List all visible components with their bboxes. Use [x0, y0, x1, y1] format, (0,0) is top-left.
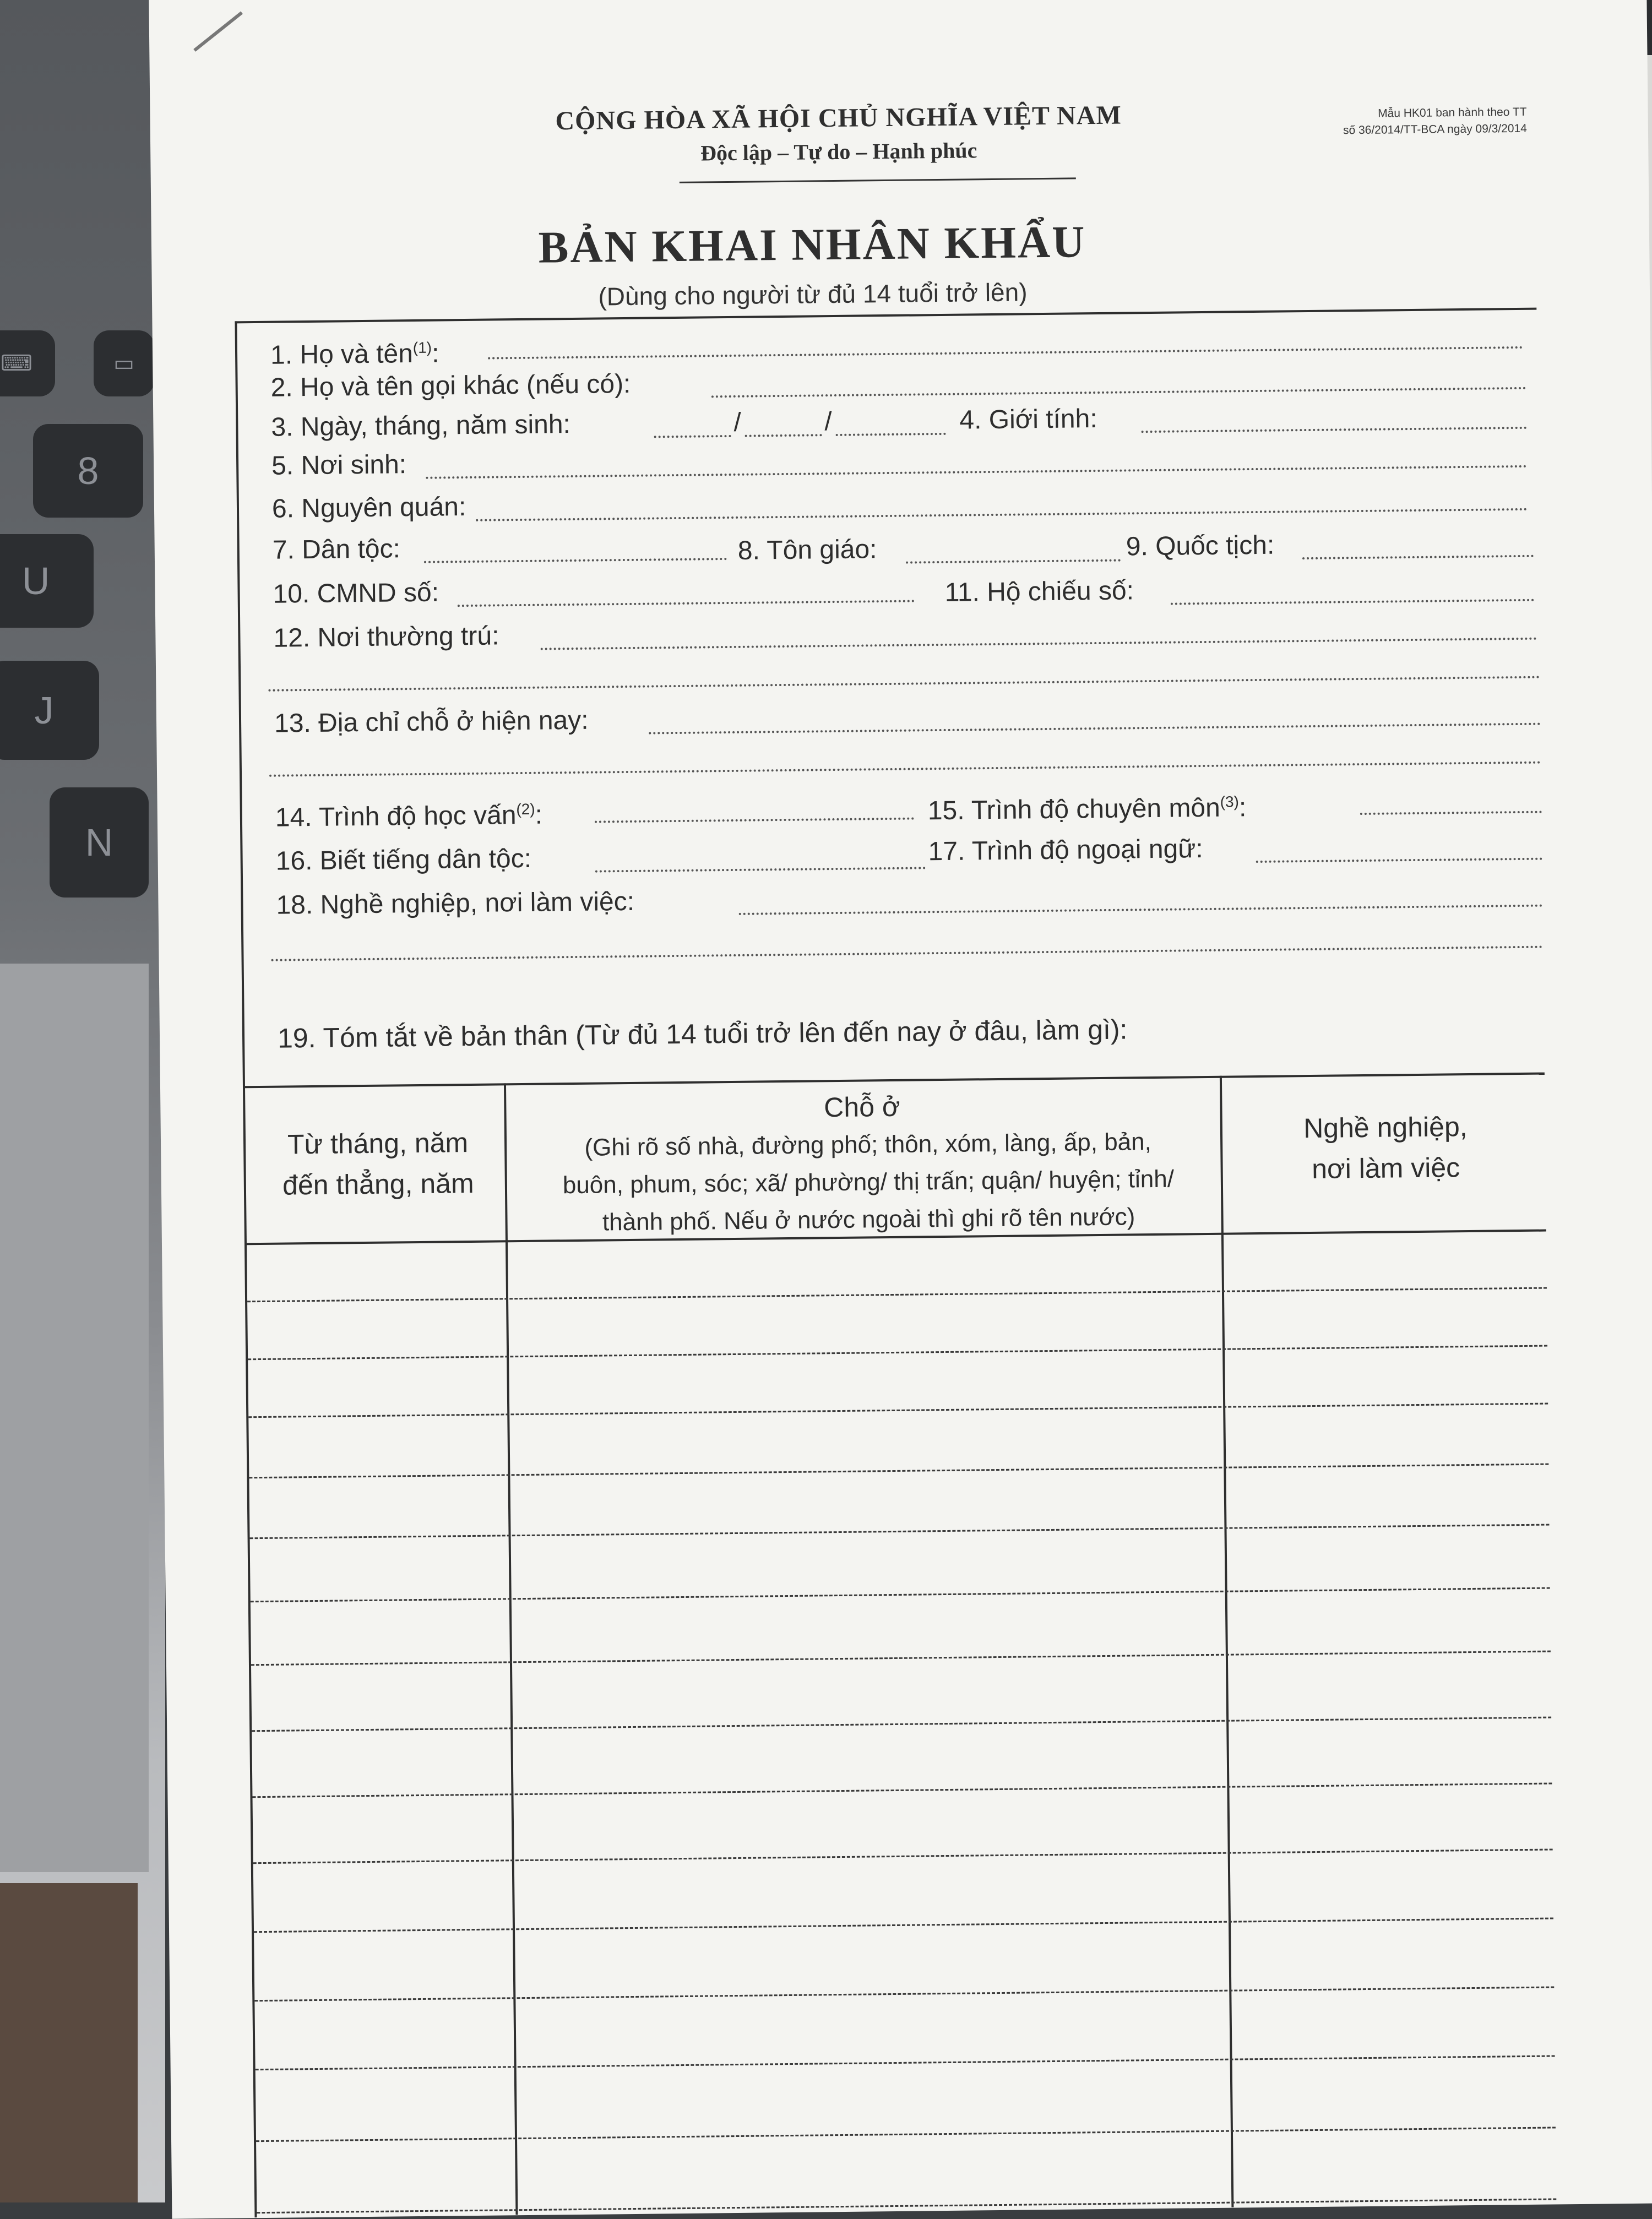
field-dob-label: 3. Ngày, tháng, năm sinh:	[271, 410, 571, 442]
field-dob-day-input[interactable]	[654, 435, 731, 438]
national-motto: Độc lập – Tự do – Hạnh phúc	[700, 138, 977, 166]
table-row[interactable]	[251, 1587, 1550, 1603]
form-title: BẢN KHAI NHÂN KHẨU	[538, 216, 1086, 273]
header-period-line-2: đến thẳng, năm	[282, 1167, 474, 1201]
table-row[interactable]	[256, 2055, 1555, 2070]
keyboard-key-n: N	[50, 787, 149, 898]
field-current-address-input-line-2[interactable]	[269, 762, 1541, 777]
form-box	[235, 308, 1556, 2218]
field-occupation-input-line-2[interactable]	[271, 946, 1544, 961]
header-occupation-line-2: nơi làm việc	[1311, 1152, 1460, 1184]
table-header-residence-title: Chỗ ở	[823, 1091, 900, 1123]
field-occupation-input[interactable]	[739, 905, 1543, 915]
field-id-card-label: 10. CMND số:	[273, 578, 439, 609]
field-nationality-label: 9. Quốc tịch:	[1126, 530, 1275, 562]
field-education-label: 14. Trình độ học vấn$^{(2)}$:	[275, 800, 543, 833]
header-occupation-line-1: Nghề nghiệp,	[1303, 1111, 1468, 1144]
field-full-name-label: 1. Họ và tên$^{(1)}$:	[270, 339, 439, 370]
field-education-input[interactable]	[595, 818, 914, 823]
field-other-name-input[interactable]	[711, 387, 1526, 398]
form-code-line-2: số 36/2014/TT-BCA ngày 09/3/2014	[1343, 122, 1528, 137]
keyboard-key-j: J	[0, 661, 99, 760]
table-row[interactable]	[254, 1986, 1554, 2002]
keyboard-key-u: U	[0, 534, 94, 628]
field-current-address-label: 13. Địa chỉ chỗ ở hiện nay:	[274, 705, 589, 738]
field-permanent-residence-input-line-2[interactable]	[268, 676, 1540, 692]
field-religion-label: 8. Tôn giáo:	[737, 535, 877, 565]
table-row[interactable]	[249, 1464, 1548, 1479]
form-code	[1240, 104, 1527, 140]
keyboard-key-fn: ⌨	[0, 330, 55, 396]
table-column-divider-2	[1220, 1076, 1234, 2207]
header-residence-line-1: (Ghi rõ số nhà, đường phố; thôn, xóm, làng, ấp, bản,	[584, 1128, 1152, 1161]
motto-underline	[680, 177, 1076, 183]
dob-separator-1: /	[733, 407, 742, 437]
table-row[interactable]	[252, 1782, 1552, 1798]
field-permanent-residence-input[interactable]	[541, 638, 1537, 650]
table-row[interactable]	[256, 2126, 1556, 2142]
field-ethnic-language-label: 16. Biết tiếng dân tộc:	[275, 844, 532, 876]
table-row[interactable]	[257, 2198, 1556, 2213]
field-id-card-input[interactable]	[458, 600, 915, 607]
desk-surface	[0, 1883, 138, 2202]
field-birthplace-input[interactable]	[426, 465, 1527, 479]
field-ethnicity-label: 7. Dân tộc:	[272, 534, 401, 565]
field-foreign-language-input[interactable]	[1256, 858, 1542, 863]
table-row[interactable]	[248, 1345, 1547, 1361]
table-row[interactable]	[248, 1403, 1548, 1418]
field-full-name-input[interactable]	[488, 346, 1523, 360]
table-row[interactable]	[254, 1917, 1553, 1933]
table-row[interactable]	[253, 1848, 1553, 1864]
header-residence-line-2: buôn, phum, sóc; xã/ phường/ thị trấn; quận/ huyện; tỉnh/	[562, 1165, 1175, 1199]
form-code-line-1: Mẫu HK01 ban hành theo TT	[1378, 105, 1527, 120]
field-hometown-input[interactable]	[476, 508, 1528, 521]
field-occupation-label: 18. Nghề nghiệp, nơi làm việc:	[276, 886, 635, 920]
field-passport-input[interactable]	[1171, 599, 1534, 605]
field-nationality-input[interactable]	[1302, 555, 1534, 559]
table-row[interactable]	[251, 1651, 1551, 1666]
field-ethnic-language-input[interactable]	[595, 867, 926, 872]
table-header-period	[251, 1122, 506, 1206]
field-current-address-input[interactable]	[649, 723, 1541, 735]
table-row[interactable]	[252, 1717, 1551, 1732]
field-birthplace-label: 5. Nơi sinh:	[271, 450, 407, 481]
field-hometown-label: 6. Nguyên quán:	[271, 492, 466, 524]
pen-mark	[193, 12, 243, 52]
header-period-line-1: Từ tháng, năm	[287, 1127, 469, 1160]
table-row[interactable]	[250, 1524, 1550, 1540]
keyboard-key-8: 8	[33, 424, 143, 518]
field-passport-label: 11. Hộ chiếu số:	[944, 576, 1134, 607]
field-ethnicity-input[interactable]	[424, 558, 727, 563]
field-qualification-input[interactable]	[1360, 811, 1542, 815]
form-subtitle: (Dùng cho người từ đủ 14 tuổi trở lên)	[598, 278, 1028, 311]
table-header-occupation	[1226, 1106, 1546, 1190]
table-top-border	[245, 1073, 1545, 1089]
table-column-divider-1	[504, 1083, 518, 2215]
field-other-name-label: 2. Họ và tên gọi khác (nếu có):	[270, 369, 631, 403]
header-residence-line-3: thành phố. Nếu ở nước ngoài thì ghi rõ tên nước)	[602, 1203, 1135, 1236]
field-dob-month-input[interactable]	[745, 434, 822, 437]
table-header-residence	[521, 1123, 1216, 1242]
country-name: CỘNG HÒA XÃ HỘI CHỦ NGHĨA VIỆT NAM	[555, 100, 1122, 136]
field-religion-input[interactable]	[906, 559, 1121, 564]
field-permanent-residence-label: 12. Nơi thường trú:	[273, 621, 499, 653]
dob-separator-2: /	[824, 407, 833, 437]
table-row[interactable]	[247, 1287, 1547, 1303]
field-qualification-label: 15. Trình độ chuyên môn$^{(3)}$:	[927, 793, 1247, 826]
monitor-stand	[0, 964, 149, 1872]
field-gender-input[interactable]	[1142, 427, 1527, 433]
field-dob-year-input[interactable]	[836, 433, 946, 436]
form-paper	[149, 0, 1652, 2219]
field-gender-label: 4. Giới tính:	[959, 404, 1097, 435]
field-foreign-language-label: 17. Trình độ ngoại ngữ:	[928, 834, 1203, 867]
keyboard-key-fn2: ▭	[94, 330, 154, 396]
field-biography-label: 19. Tóm tắt về bản thân (Từ đủ 14 tuổi trở lên đến nay ở đâu, làm gì):	[277, 1014, 1128, 1054]
